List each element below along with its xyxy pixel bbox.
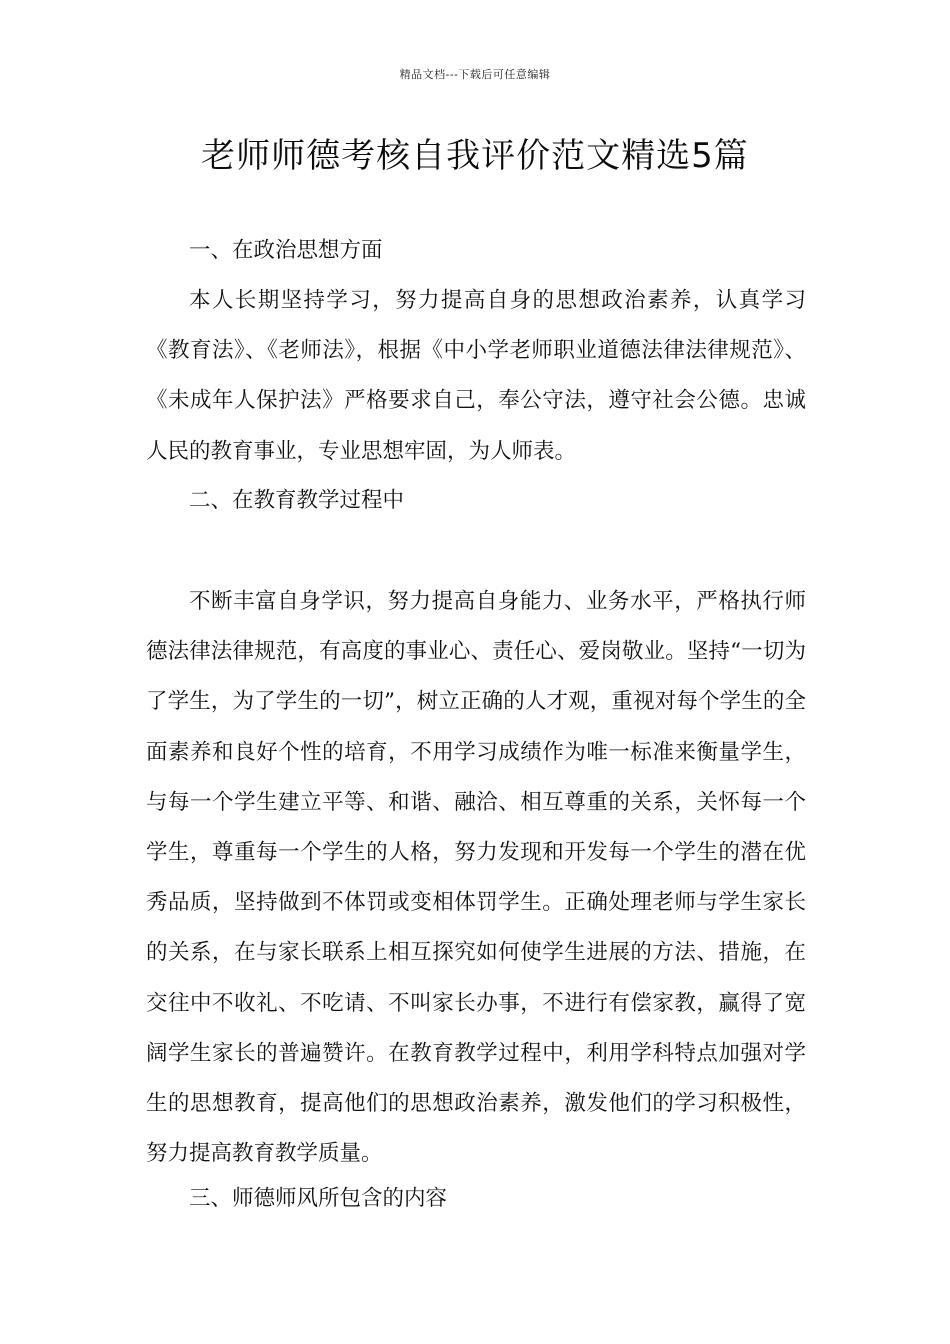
section-1-body <box>146 276 806 477</box>
section-2-body <box>146 577 806 1179</box>
section-1 <box>146 226 806 276</box>
section-3 <box>146 1174 806 1224</box>
section-heading-teaching: 二、在教育教学过程中 <box>189 488 405 513</box>
section-paragraph-teaching: 不断丰富自身学识，努力提高自身能力、业务水平，严格执行师德法律法律规范，有高度的事业心、责任心、爱岗敬业。坚持“一切为了学生，为了学生的一切”，树立正确的人才观，重视对每个学生的全面素养和良好个性的培育，不用学习成绩作为唯一标准来衡量学生，与每一个学生建立平等、和谐、融洽、相互尊重的关系，关怀每一个学生，尊重每一个学生的人格，努力发现和开发每一个学生的潜在优秀品质，坚持做到不体罚或变相体罚学生。正确处理老师与学生家长的关系，在与家长联系上相互探究如何使学生进展的方法、措施，在交往中不收礼、不吃请、不叫家长办事，不进行有偿家教，赢得了宽阔学生家长的普遍赞许。在教育教学过程中，利用学科特点加强对学生的思想教育，提高他们的思想政治素养，激发他们的学习积极性，努力提高教育教学质量。 <box>146 589 806 1167</box>
section-paragraph-politics: 本人长期坚持学习，努力提高自身的思想政治素养，认真学习《教育法》、《老师法》，根据《中小学老师职业道德法律法律规范》、《未成年人保护法》严格要求自己，奉公守法，遵守社会公德。忠诚人民的教育事业，专业思想牢固，为人师表。 <box>146 288 806 464</box>
section-2 <box>146 476 806 526</box>
section-heading-ethics: 三、师德师风所包含的内容 <box>189 1186 448 1211</box>
document-title: 老师师德考核自我评价范文精选5篇 <box>201 136 749 176</box>
section-heading-politics: 一、在政治思想方面 <box>189 238 383 263</box>
header-note: 精品文档---下载后可任意编辑 <box>399 68 551 81</box>
